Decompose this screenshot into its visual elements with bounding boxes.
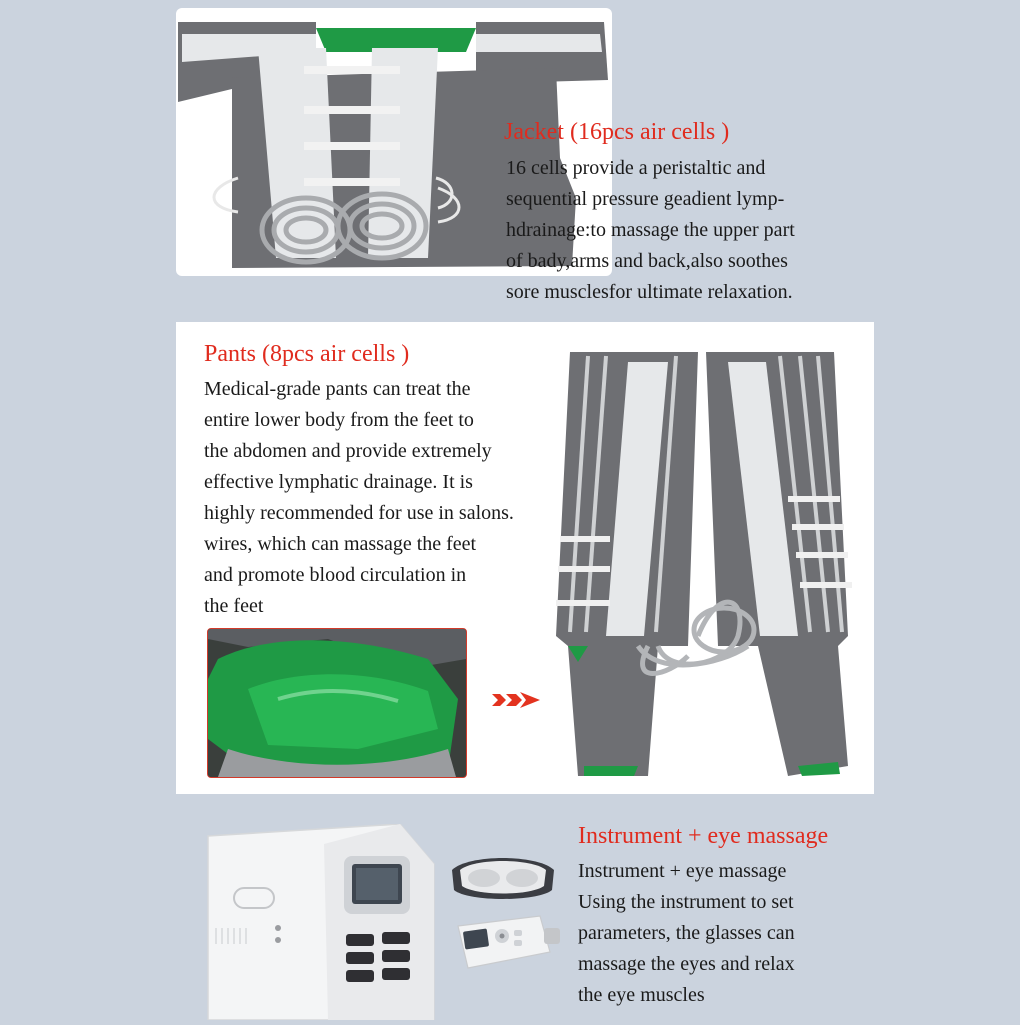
- jacket-strap: [304, 142, 400, 150]
- eye-massager-photo: [448, 850, 558, 911]
- instrument-illustration: [204, 824, 444, 1020]
- jacket-description-line: hdrainage:to massage the upper part: [506, 219, 795, 241]
- jacket-title: Jacket (16pcs air cells ): [504, 119, 730, 145]
- pants-description-line: effective lymphatic drainage. It is: [204, 471, 473, 493]
- jacket-right-sleeve-panel: [476, 34, 602, 52]
- pants-description: [204, 374, 514, 622]
- instrument-description-line: parameters, the glasses can: [578, 922, 795, 944]
- instrument-title: Instrument + eye massage: [578, 823, 829, 849]
- pants-description-line: the abdomen and provide extremely: [204, 440, 492, 462]
- arrow-right-icon: [492, 690, 542, 715]
- jacket-description-line: 16 cells provide a peristaltic and: [506, 157, 766, 179]
- lining-illustration: [208, 629, 466, 777]
- jacket-description-line: sore musclesfor ultimate relaxation.: [506, 281, 793, 303]
- instrument-description-line: Instrument + eye massage: [578, 860, 787, 882]
- jacket-strap: [304, 178, 400, 186]
- pants-lining-photo: [207, 628, 467, 778]
- jacket-description: [506, 153, 795, 308]
- jacket-description-line: sequential pressure geadient lymp-: [506, 188, 785, 210]
- pants-description-line: highly recommended for use in salons.: [204, 502, 514, 524]
- pants-photo: [548, 346, 860, 787]
- instrument-photo: [204, 824, 444, 1020]
- jacket-strap: [304, 106, 400, 114]
- pants-title: Pants (8pcs air cells ): [204, 341, 410, 367]
- pants-description-line: and promote blood circulation in: [204, 564, 467, 586]
- pants-illustration: [548, 346, 860, 782]
- instrument-description: [578, 856, 795, 1011]
- instrument-description-line: Using the instrument to set: [578, 891, 794, 913]
- pants-description-line: wires, which can massage the feet: [204, 533, 477, 555]
- instrument-description-line: massage the eyes and relax: [578, 953, 795, 975]
- jacket-description-line: of bady,arms and back,also soothes: [506, 250, 788, 272]
- jacket-strap: [304, 66, 400, 74]
- remote-control-photo: [454, 912, 562, 977]
- pants-description-line: entire lower body from the feet to: [204, 409, 474, 431]
- pants-description-line: Medical-grade pants can treat the: [204, 378, 471, 400]
- pants-description-line: the feet: [204, 595, 264, 617]
- instrument-description-line: the eye muscles: [578, 984, 705, 1006]
